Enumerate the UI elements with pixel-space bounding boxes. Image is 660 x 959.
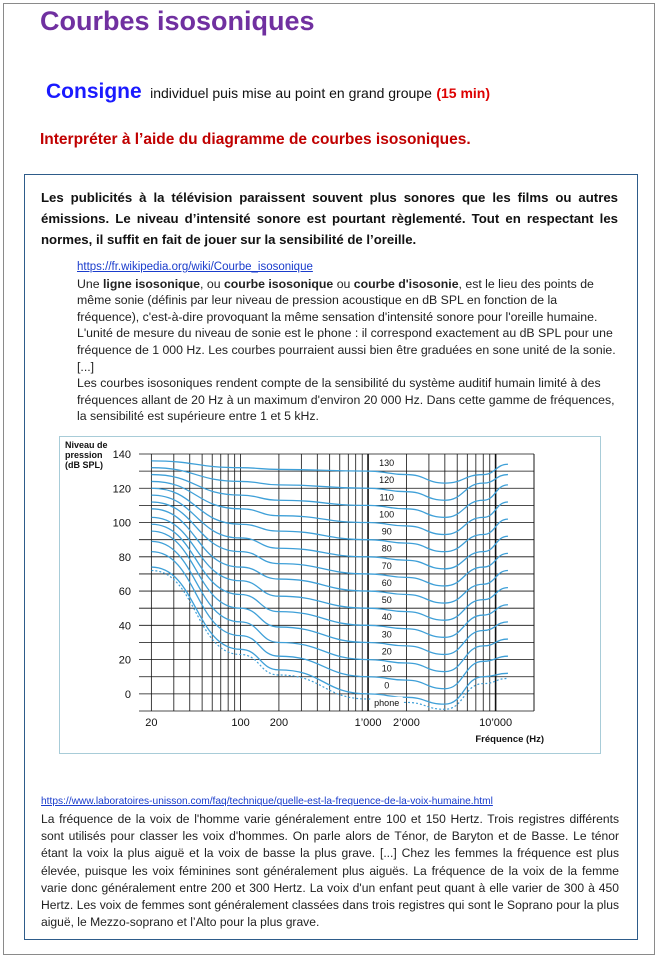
curve-label: 20: [381, 646, 392, 657]
page-title: Courbes isosoniques: [40, 6, 315, 36]
y-tick-label: 40: [118, 620, 131, 633]
curve-label: 30: [381, 629, 392, 640]
x-tick-label: 20: [145, 717, 158, 729]
curve-label: 70: [381, 560, 392, 571]
y-tick-label: 140: [112, 449, 131, 461]
y-tick-label: 120: [112, 483, 131, 496]
y-tick-label: 20: [118, 654, 131, 667]
y-tick-label: 80: [118, 551, 131, 564]
wiki-paragraph-2: Les courbes isosoniques rendent compte de la sensibilité du système auditif humain limité à des fréquences allant de 20 Hz à un maximum d'environ 20 000 Hz. Dans cette gamme de fréquences, la sensibilité est supérieure entre 1 et 5 kHz.: [77, 376, 615, 424]
x-tick-label: 2’000: [392, 717, 420, 729]
consigne-time: (15 min): [436, 85, 491, 101]
y-tick-label: 0: [124, 688, 131, 701]
x-tick-label: 100: [231, 717, 250, 729]
curve-label: 40: [381, 612, 392, 623]
unisson-link[interactable]: https://www.laboratoires-unisson.com/faq/technique/quelle-est-la-frequence-de-la-voix-humaine.html: [41, 796, 493, 807]
curve-label: 120: [379, 475, 395, 486]
consigne-text: individuel puis mise au point en grand groupe: [150, 85, 432, 101]
term-courbe-isosonique: courbe isosonique: [223, 276, 334, 291]
x-tick-label: 1’000: [354, 717, 382, 729]
curve-label: 90: [381, 526, 392, 537]
curve-label: 10: [381, 663, 392, 674]
term-courbe-isosonie: courbe d'isosonie: [353, 276, 459, 291]
wiki-paragraph-1: [77, 276, 619, 376]
wiki-text: ou: [333, 276, 354, 291]
wiki-text: Une: [77, 276, 103, 291]
wiki-text: , ou: [200, 276, 224, 291]
consigne-line: [46, 80, 490, 104]
curve-label: 110: [379, 492, 394, 503]
x-tick-label: 10’000: [479, 717, 513, 729]
intro-paragraph: Les publicités à la télévision paraissent souvent plus sonores que les films ou autres émissions. Le niveau d’intensité sonore est pourtant règlementé. Tout en respectant les normes, il suffit en fait de jouer sur la sensibilité de l’oreille.: [41, 190, 618, 247]
isosonic-chart: [59, 436, 601, 754]
y-tick-label: 60: [118, 586, 131, 599]
wiki-text: , est le lieu des points de même sonie (définis par leur niveau de pression acoustique en dB SPL en fonction de la fréquence), c'est-à-dire provoquant la même sensation d'intensité sonore pour l'oreille humaine. L'unité de mesure du niveau de sonie est le phone : il correspond exactement au dB SPL pour une fréquence de 1 000 Hz. Les courbes pourraient aussi bien être graduées en sone unité de la sonie. [...]: [77, 276, 616, 374]
curve-label: 80: [381, 543, 392, 554]
term-ligne-isosonique: ligne isosonique: [102, 276, 201, 291]
curve-unit-label: phone: [374, 697, 400, 708]
instruction: Interpréter à l’aide du diagramme de courbes isosoniques.: [40, 131, 471, 148]
x-tick-label: 200: [269, 717, 289, 729]
curve-label: 50: [381, 595, 392, 606]
y-tick-label: 100: [112, 517, 131, 530]
curve-label: 0: [384, 680, 390, 691]
voice-frequency-paragraph: La fréquence de la voix de l'homme varie généralement entre 100 et 150 Hertz. Trois registres différents sont utilisés pour classer les voix d'hommes. On parle alors de Ténor, de Baryton et de Basse. Le ténor étant la voix la plus aiguë et la voix de basse la plus grave. [...] Chez les femmes la fréquence est plus élevée, puisque les voix féminines sont généralement plus aiguës. La fréquence de la voix de la femme varie donc généralement entre 200 et 300 Hertz. La voix d'un enfant peut quant à elle varier de 300 à 450 Hertz. Les voix de femmes sont généralement classées dans trois registres qui sont le Soprano pour la plus aiguë, le Mezzo-soprano et l’Alto pour la plus grave.: [41, 812, 619, 930]
y-axis-label: Niveau de: [65, 440, 108, 450]
y-axis-label: (dB SPL): [65, 460, 103, 470]
curve-label: 60: [381, 577, 392, 588]
wiki-link[interactable]: https://fr.wikipedia.org/wiki/Courbe_isosonique: [77, 261, 313, 273]
chart-svg: [60, 437, 600, 753]
x-axis-label: Fréquence (Hz): [475, 734, 544, 745]
y-axis-label: pression: [65, 450, 103, 460]
curve-label: 100: [379, 509, 395, 520]
curve-label: 130: [379, 457, 395, 468]
consigne-word: Consigne: [46, 80, 142, 103]
wiki-excerpt: [77, 258, 619, 425]
